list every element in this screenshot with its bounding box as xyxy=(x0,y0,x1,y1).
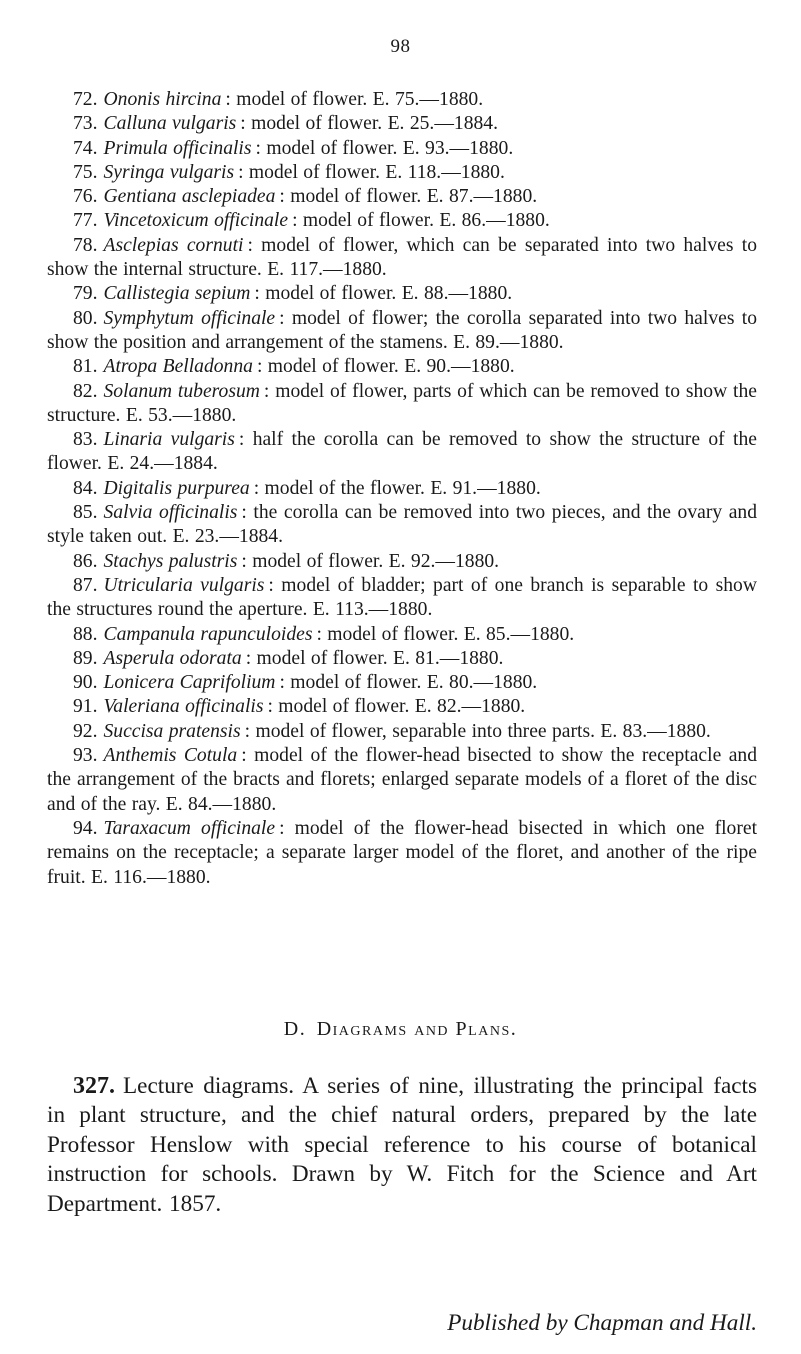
entry-description: : model of bladder; part of one branch is separable to show the structures round the aperture. E. 113.—1880. xyxy=(47,574,758,621)
entry-species-name: Linaria vulgaris xyxy=(103,429,235,451)
entry-description: : model of flower. E. 93.—1880. xyxy=(255,137,514,159)
entry-description: : model of flower; the corolla separated into two halves to show the position and arrangement of the stamens. E. 89.—1880. xyxy=(47,307,757,353)
item-description: Lecture diagrams. A series of nine, illustrating the principal facts in plant structure, and the chief natural orders, prepared by the late Professor Henslow with special reference to his course of botanical instruction for schools. Drawn by W. Fitch for the Science and Art Department. 1857. xyxy=(47,1073,757,1217)
entry-species-name: Calluna vulgaris xyxy=(103,113,237,135)
publisher-note: Published by Chapman and Hall. xyxy=(447,1310,757,1336)
entry-species-name: Ononis hircina xyxy=(103,89,222,110)
entry-number: 79. xyxy=(73,283,98,305)
entry-description: : model of flower, parts of which can be removed to show the structure. E. 53.—1880. xyxy=(47,380,757,426)
catalogue-entry xyxy=(47,720,757,744)
catalogue-entry xyxy=(47,234,757,283)
entry-description: : the corolla can be removed into two pieces, and the ovary and style taken out. E. 23.—1884. xyxy=(47,502,758,548)
entry-description: : model of flower. E. 75.—1880. xyxy=(225,89,484,110)
page-number: 98 xyxy=(390,36,411,57)
catalogue-entry xyxy=(47,209,757,233)
section-heading xyxy=(0,1018,801,1041)
entry-description: : model of flower. E. 82.—1880. xyxy=(267,696,526,718)
catalogue-entry xyxy=(47,744,757,817)
section-body xyxy=(47,1072,757,1219)
catalogue-entry xyxy=(47,137,757,161)
entry-description: : model of flower, separable into three parts. E. 83.—1880. xyxy=(244,720,711,742)
entry-number: 85. xyxy=(73,502,98,524)
entry-number: 93. xyxy=(73,745,98,767)
entry-species-name: Asperula odorata xyxy=(103,647,242,669)
entry-number: 88. xyxy=(73,623,98,645)
entry-species-name: Vincetoxicum officinale xyxy=(103,210,289,232)
entry-number: 74. xyxy=(73,137,98,159)
entry-number: 92. xyxy=(73,720,98,742)
entry-species-name: Campanula rapunculoides xyxy=(103,623,313,645)
entry-description: : model of flower, which can be separated into two halves to show the internal structure. E. 117.—1880. xyxy=(47,234,757,281)
entry-species-name: Digitalis purpurea xyxy=(103,477,250,499)
catalogue-entry xyxy=(47,623,757,647)
entry-number: 72. xyxy=(73,89,98,110)
catalogue-entry xyxy=(47,88,757,112)
catalogue-entry xyxy=(47,282,757,306)
catalogue-entry xyxy=(47,307,757,356)
entry-species-name: Salvia officinalis xyxy=(103,502,238,524)
entry-number: 91. xyxy=(73,696,98,718)
entry-number: 78. xyxy=(73,234,98,256)
catalogue-entries xyxy=(47,88,757,890)
entry-species-name: Primula officinalis xyxy=(103,137,252,159)
section-letter: D. xyxy=(283,1018,307,1040)
entry-number: 75. xyxy=(73,161,98,183)
entry-species-name: Symphytum officinale xyxy=(103,307,276,329)
catalogue-entry xyxy=(47,550,757,574)
entry-number: 82. xyxy=(73,380,98,402)
entry-description: : model of flower. E. 86.—1880. xyxy=(292,210,550,232)
catalogue-entry xyxy=(47,671,757,695)
catalogue-entry xyxy=(47,574,757,623)
catalogue-entry xyxy=(47,695,757,719)
entry-number: 86. xyxy=(73,550,98,572)
entry-species-name: Atropa Belladonna xyxy=(103,356,253,378)
entry-number: 76. xyxy=(73,186,98,208)
entry-description: : model of the flower. E. 91.—1880. xyxy=(253,477,541,499)
item-number: 327. xyxy=(73,1073,115,1099)
entry-description: : model of flower. E. 80.—1880. xyxy=(279,672,538,694)
entry-species-name: Gentiana asclepiadea xyxy=(103,186,276,208)
entry-number: 83. xyxy=(73,429,98,451)
catalogue-entry xyxy=(47,501,757,550)
entry-species-name: Callistegia sepium xyxy=(103,283,251,305)
entry-number: 77. xyxy=(73,210,98,232)
entry-species-name: Succisa pratensis xyxy=(103,720,241,742)
catalogue-entry xyxy=(47,477,757,501)
catalogue-entry xyxy=(47,161,757,185)
entry-description: : model of flower. E. 81.—1880. xyxy=(245,647,504,669)
entry-description: : model of flower. E. 118.—1880. xyxy=(238,161,505,183)
catalogue-entry xyxy=(47,647,757,671)
entry-species-name: Anthemis Cotula xyxy=(103,745,238,767)
entry-species-name: Taraxacum officinale xyxy=(103,817,276,839)
catalogue-entry xyxy=(47,185,757,209)
entry-description: : model of flower. E. 85.—1880. xyxy=(316,623,575,645)
entry-description: : model of flower. E. 92.—1880. xyxy=(241,550,500,572)
catalogue-entry xyxy=(47,428,757,477)
catalogue-entry xyxy=(47,817,757,890)
entry-species-name: Asclepias cornuti xyxy=(103,234,244,256)
entry-description: : model of flower. E. 88.—1880. xyxy=(254,283,513,305)
entry-description: : half the corolla can be removed to show the structure of the flower. E. 24.—1884. xyxy=(47,429,757,475)
entry-species-name: Valeriana officinalis xyxy=(103,696,264,718)
entry-description: : model of flower. E. 90.—1880. xyxy=(256,356,515,378)
entry-description: : model of the flower-head bisected to show the receptacle and the arrangement of the bracts and florets; enlarged separate models of a floret of the disc and of the ray. E. 84.—1880. xyxy=(47,745,758,815)
entry-description: : model of the flower-head bisected in which one floret remains on the receptacle; a separate larger model of the floret, and another of the ripe fruit. E. 116.—1880. xyxy=(47,817,758,888)
entry-species-name: Syringa vulgaris xyxy=(103,161,235,183)
entry-species-name: Solanum tuberosum xyxy=(103,380,260,402)
entry-number: 90. xyxy=(73,672,98,694)
catalogue-entry xyxy=(47,112,757,136)
entry-species-name: Stachys palustris xyxy=(103,550,238,572)
entry-number: 94. xyxy=(73,817,98,839)
entry-description: : model of flower. E. 87.—1880. xyxy=(279,186,538,208)
entry-species-name: Lonicera Caprifolium xyxy=(103,672,276,694)
entry-number: 89. xyxy=(73,647,98,669)
catalogue-entry xyxy=(47,355,757,379)
section-title: Diagrams and Plans. xyxy=(316,1018,518,1040)
entry-number: 84. xyxy=(73,477,98,499)
entry-number: 81. xyxy=(73,356,98,378)
entry-description: : model of flower. E. 25.—1884. xyxy=(240,113,499,135)
entry-number: 80. xyxy=(73,307,98,329)
entry-species-name: Utricularia vulgaris xyxy=(103,574,265,596)
entry-number: 87. xyxy=(73,574,98,596)
entry-number: 73. xyxy=(73,113,98,135)
catalogue-entry xyxy=(47,380,757,429)
section-paragraph xyxy=(47,1072,757,1219)
